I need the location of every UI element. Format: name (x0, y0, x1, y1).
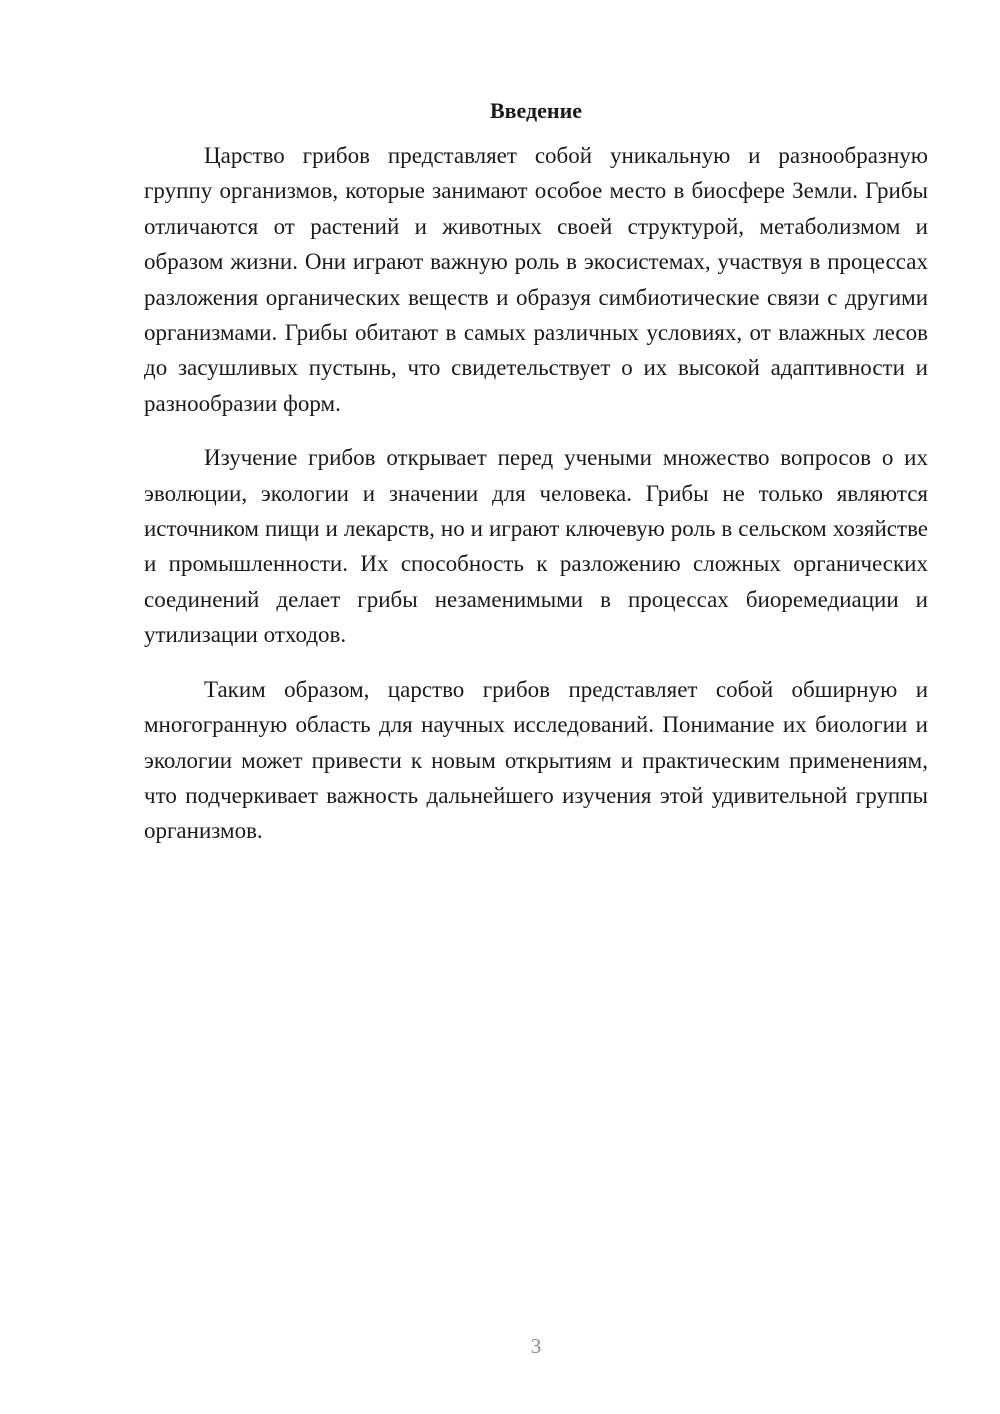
page-number: 3 (530, 1334, 542, 1358)
page-content (144, 96, 928, 868)
section-title: Введение (489, 98, 583, 123)
paragraph-2: Изучение грибов открывает перед учеными множество вопросов о их эволюции, экологии и значении для человека. Грибы не только являются источником пищи и лекарств, но и играют ключевую роль в сельском хозяйстве и промышленности. Их способность к разложению сложных органических соединений делает грибы незаменимыми в процессах биоремедиации и утилизации отходов. (144, 445, 928, 648)
paragraph-1: Царство грибов представляет собой уникальную и разнообразную группу организмов, которые занимают особое место в биосфере Земли. Грибы отличаются от растений и животных своей структурой, метаболизмом и образом жизни. Они играют важную роль в экосистемах, участвуя в процессах разложения органических веществ и образуя симбиотические связи с другими организмами. Грибы обитают в самых различных условиях, от влажных лесов до засушливых пустынь, что свидетельствует о их высокой адаптивности и разнообразии форм. (144, 143, 928, 416)
paragraph-3: Таким образом, царство грибов представляет собой обширную и многогранную область для научных исследований. Понимание их биологии и экологии может привести к новым открытиям и практическим применениям, что подчеркивает важность дальнейшего изучения этой удивительной группы организмов. (144, 676, 928, 844)
